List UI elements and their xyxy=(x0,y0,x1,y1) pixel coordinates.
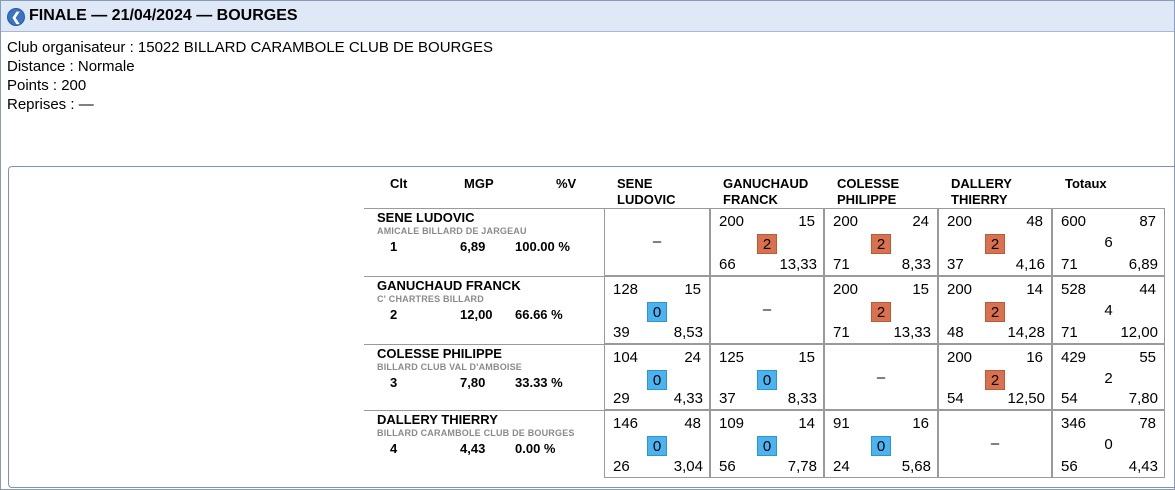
player-pct-won: 66.66 % xyxy=(515,307,563,322)
player-rank: 3 xyxy=(390,375,398,390)
player-club: AMICALE BILLARD DE JARGEAU xyxy=(377,226,527,236)
match-cell xyxy=(824,276,938,344)
match-points: 600 xyxy=(1061,213,1087,230)
organizer-club: Club organisateur : 15022 BILLARD CARAMBOLE CLUB DE BOURGES xyxy=(7,39,494,56)
player-mgp: 4,43 xyxy=(460,441,486,456)
title-bar xyxy=(1,1,1174,32)
player-club: C' CHARTRES BILLARD xyxy=(377,294,484,304)
match-best-series: 37 xyxy=(719,390,736,407)
match-cell xyxy=(710,208,824,276)
match-reprises: 48 xyxy=(684,415,701,432)
match-average: 13,33 xyxy=(893,324,931,341)
header-opponent-line: SENE xyxy=(617,176,653,191)
player-club: BILLARD CARAMBOLE CLUB DE BOURGES xyxy=(377,428,575,438)
header-opponent-line: LUDOVIC xyxy=(617,192,676,207)
match-points: 109 xyxy=(719,415,745,432)
distance-info: Distance : Normale xyxy=(7,58,135,75)
match-best-series: 56 xyxy=(1061,458,1078,475)
match-best-series: 66 xyxy=(719,256,736,273)
player-rank: 2 xyxy=(390,307,398,322)
match-average: 7,80 xyxy=(1128,390,1158,407)
win-badge: 2 xyxy=(985,234,1005,254)
match-reprises: 15 xyxy=(798,349,815,366)
match-average: 4,33 xyxy=(673,390,703,407)
match-points: 200 xyxy=(719,213,745,230)
header-clt: Clt xyxy=(390,176,408,191)
match-average: 14,28 xyxy=(1007,324,1045,341)
match-best-series: 71 xyxy=(833,324,850,341)
player-name: COLESSE PHILIPPE xyxy=(377,346,502,361)
match-reprises: 55 xyxy=(1139,349,1156,366)
header-totals: Totaux xyxy=(1065,176,1107,191)
header-opponent-line: DALLERY xyxy=(951,176,1012,191)
loss-badge: 0 xyxy=(647,436,667,456)
match-points: 146 xyxy=(613,415,639,432)
match-reprises: 16 xyxy=(912,415,929,432)
header-opponent-1 xyxy=(617,176,676,208)
match-average: 12,00 xyxy=(1120,324,1158,341)
reprises-info: Reprises : — xyxy=(7,96,94,113)
match-cell xyxy=(824,208,938,276)
match-average: 3,04 xyxy=(673,458,703,475)
loss-badge: 0 xyxy=(757,436,777,456)
match-best-series: 26 xyxy=(613,458,630,475)
match-average: 4,16 xyxy=(1015,256,1045,273)
win-badge: 2 xyxy=(871,302,891,322)
match-cell xyxy=(710,344,824,410)
self-match-cell xyxy=(938,410,1052,478)
self-match-cell xyxy=(710,276,824,344)
player-mgp: 12,00 xyxy=(460,307,493,322)
player-name: DALLERY THIERRY xyxy=(377,412,498,427)
self-dash: – xyxy=(652,233,662,250)
match-cell xyxy=(938,344,1052,410)
match-average: 12,50 xyxy=(1007,390,1045,407)
match-best-series: 29 xyxy=(613,390,630,407)
match-reprises: 44 xyxy=(1139,281,1156,298)
match-average: 7,78 xyxy=(787,458,817,475)
totals-cell xyxy=(1052,344,1165,410)
match-reprises: 24 xyxy=(912,213,929,230)
match-cell xyxy=(604,344,710,410)
match-points: 429 xyxy=(1061,349,1087,366)
match-average: 4,43 xyxy=(1128,458,1158,475)
match-average: 13,33 xyxy=(779,256,817,273)
self-dash: – xyxy=(990,435,1000,452)
back-arrow-icon[interactable]: ❮ xyxy=(7,8,25,26)
player-pct-won: 33.33 % xyxy=(515,375,563,390)
header-opponent-line: PHILIPPE xyxy=(837,192,897,207)
match-cell xyxy=(824,410,938,478)
player-pct-won: 100.00 % xyxy=(515,239,570,254)
win-badge: 2 xyxy=(757,234,777,254)
header-opponent-3 xyxy=(837,176,899,208)
self-match-cell xyxy=(604,208,710,276)
loss-badge: 0 xyxy=(871,436,891,456)
header-mgp: MGP xyxy=(464,176,494,191)
match-best-series: 37 xyxy=(947,256,964,273)
match-points: 200 xyxy=(833,281,859,298)
header-pct-won: %V xyxy=(556,176,577,191)
player-rank: 4 xyxy=(390,441,398,456)
totals-cell xyxy=(1052,276,1165,344)
match-cell xyxy=(710,410,824,478)
match-reprises: 14 xyxy=(1026,281,1043,298)
total-match-points: 4 xyxy=(1104,302,1113,319)
match-points: 200 xyxy=(947,349,973,366)
loss-badge: 0 xyxy=(647,370,667,390)
match-points: 200 xyxy=(833,213,859,230)
match-reprises: 24 xyxy=(684,349,701,366)
header-opponent-line: COLESSE xyxy=(837,176,900,191)
self-match-cell xyxy=(824,344,938,410)
match-points: 104 xyxy=(613,349,639,366)
total-match-points: 0 xyxy=(1104,436,1113,453)
points-info: Points : 200 xyxy=(7,77,87,94)
player-mgp: 6,89 xyxy=(460,239,486,254)
match-average: 8,33 xyxy=(787,390,817,407)
match-best-series: 71 xyxy=(1061,256,1078,273)
self-dash: – xyxy=(876,369,886,386)
header-opponent-line: GANUCHAUD xyxy=(723,176,809,191)
page-title: FINALE — 21/04/2024 — BOURGES xyxy=(29,7,298,24)
total-match-points: 2 xyxy=(1104,370,1113,387)
match-cell xyxy=(604,276,710,344)
match-average: 5,68 xyxy=(901,458,931,475)
match-reprises: 14 xyxy=(798,415,815,432)
match-cell xyxy=(604,410,710,478)
match-reprises: 15 xyxy=(912,281,929,298)
header-opponent-line: THIERRY xyxy=(951,192,1008,207)
totals-cell xyxy=(1052,208,1165,276)
player-pct-won: 0.00 % xyxy=(515,441,556,456)
match-points: 91 xyxy=(833,415,850,432)
total-match-points: 6 xyxy=(1104,234,1113,251)
match-points: 346 xyxy=(1061,415,1087,432)
match-points: 125 xyxy=(719,349,745,366)
match-best-series: 24 xyxy=(833,458,850,475)
match-reprises: 15 xyxy=(798,213,815,230)
win-badge: 2 xyxy=(985,302,1005,322)
match-best-series: 48 xyxy=(947,324,964,341)
match-average: 8,53 xyxy=(673,324,703,341)
player-mgp: 7,80 xyxy=(460,375,486,390)
player-club: BILLARD CLUB VAL D'AMBOISE xyxy=(377,362,523,372)
header-opponent-line: FRANCK xyxy=(723,192,778,207)
match-best-series: 71 xyxy=(833,256,850,273)
competition-info xyxy=(7,38,493,114)
match-reprises: 16 xyxy=(1026,349,1043,366)
player-name: GANUCHAUD FRANCK xyxy=(377,278,521,293)
match-reprises: 87 xyxy=(1139,213,1156,230)
totals-cell xyxy=(1052,410,1165,478)
match-points: 200 xyxy=(947,281,973,298)
win-badge: 2 xyxy=(871,234,891,254)
match-best-series: 39 xyxy=(613,324,630,341)
match-cell xyxy=(938,208,1052,276)
self-dash: – xyxy=(762,301,772,318)
header-opponent-4 xyxy=(951,176,1012,208)
loss-badge: 0 xyxy=(757,370,777,390)
match-points: 128 xyxy=(613,281,639,298)
match-reprises: 15 xyxy=(684,281,701,298)
match-best-series: 54 xyxy=(1061,390,1078,407)
match-points: 528 xyxy=(1061,281,1087,298)
match-cell xyxy=(938,276,1052,344)
match-reprises: 48 xyxy=(1026,213,1043,230)
match-best-series: 56 xyxy=(719,458,736,475)
player-rank: 1 xyxy=(390,239,398,254)
match-best-series: 54 xyxy=(947,390,964,407)
match-average: 6,89 xyxy=(1128,256,1158,273)
match-average: 8,33 xyxy=(901,256,931,273)
win-badge: 2 xyxy=(985,370,1005,390)
match-reprises: 78 xyxy=(1139,415,1156,432)
header-opponent-2 xyxy=(723,176,808,208)
player-name: SENE LUDOVIC xyxy=(377,210,475,225)
match-best-series: 71 xyxy=(1061,324,1078,341)
loss-badge: 0 xyxy=(647,302,667,322)
match-points: 200 xyxy=(947,213,973,230)
